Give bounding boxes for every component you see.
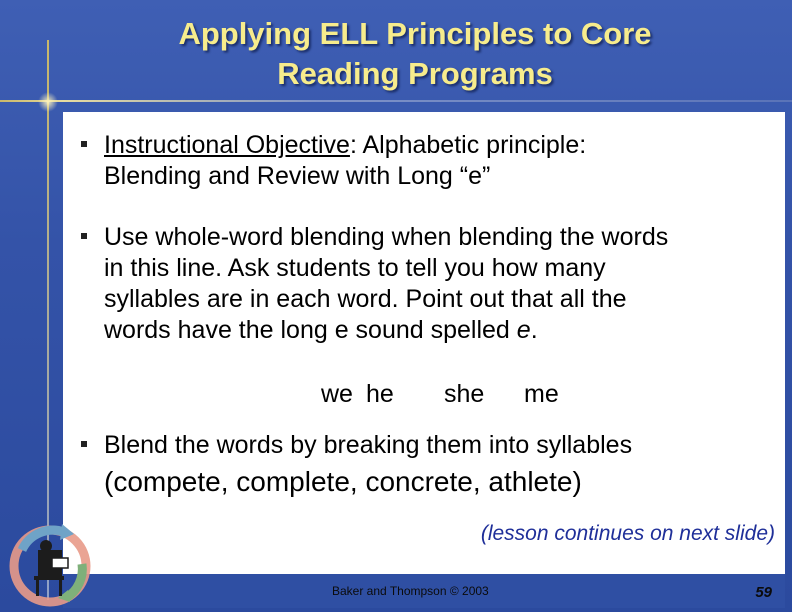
objective-text: : Alphabetic principle: — [349, 131, 587, 159]
bullet-marker-icon — [81, 233, 87, 239]
footer-credit: Baker and Thompson © 2003 — [332, 584, 489, 598]
blending-line-3: syllables are in each word. Point out that all the — [104, 285, 627, 313]
content-panel — [63, 112, 785, 574]
decorative-horizontal-line — [0, 100, 792, 102]
word-item: she — [444, 380, 485, 408]
objective-line-2: Blending and Review with Long “e” — [104, 162, 491, 190]
bullet-text — [104, 130, 775, 192]
decorative-vertical-line — [47, 40, 49, 600]
title-line-1: Applying ELL Principles to Core — [178, 16, 652, 51]
italic-letter: e — [516, 316, 531, 344]
blending-line-2: in this line. Ask students to tell you how many — [104, 254, 606, 282]
word-item: we — [321, 380, 353, 408]
word-item: he — [366, 380, 394, 408]
blending-line-4: words have the long e sound spelled — [104, 316, 517, 344]
syllables-line-1: Blend the words by breaking them into syllables — [104, 431, 633, 459]
bullet-text — [104, 430, 775, 461]
bullet-marker-icon — [81, 141, 87, 147]
page-number: 59 — [755, 584, 772, 601]
period: . — [530, 316, 538, 344]
bullet-marker-icon — [81, 441, 87, 447]
blending-line-1: Use whole-word blending when blending the words — [104, 223, 669, 251]
continues-note: (lesson continues on next slide) — [480, 522, 775, 545]
reading-logo-icon — [4, 520, 96, 610]
word-item: me — [524, 380, 559, 408]
title-line-2: Reading Programs — [277, 56, 553, 91]
example-words: (compete, complete, concrete, athlete) — [104, 466, 582, 497]
bullet-text — [104, 222, 775, 346]
slide-title — [60, 14, 770, 94]
objective-label: Instructional Objective — [104, 131, 350, 159]
decorative-glow — [38, 92, 58, 112]
